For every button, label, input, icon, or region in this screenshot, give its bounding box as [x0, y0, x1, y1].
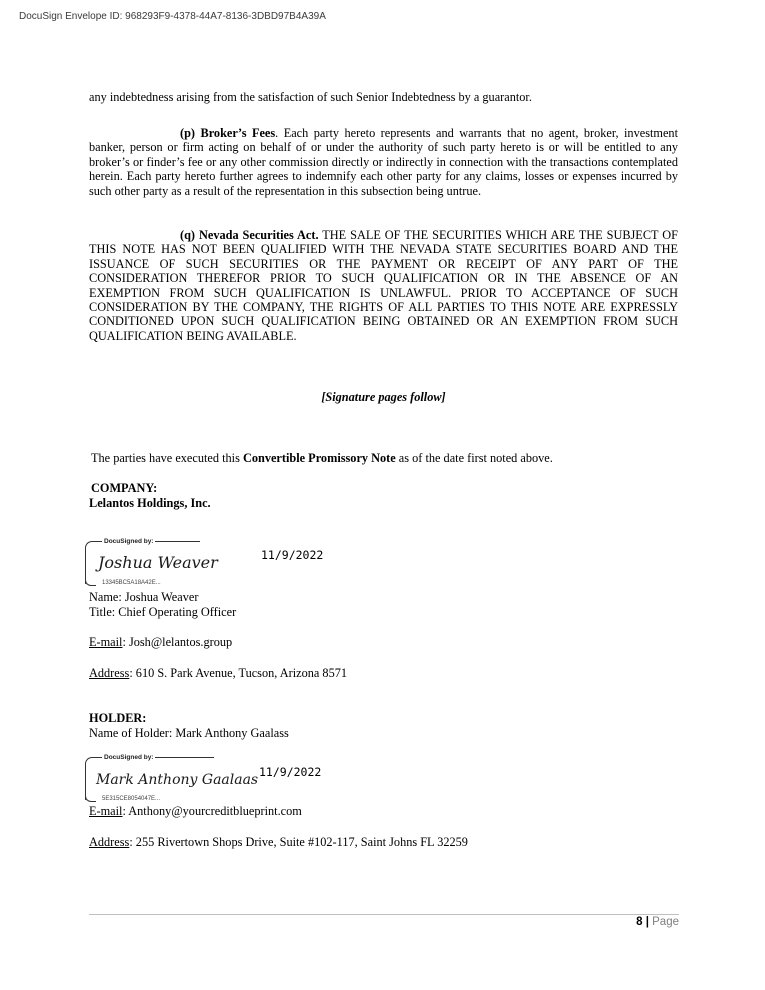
holder-address-value: : 255 Rivertown Shops Drive, Suite #102-117, Saint Johns FL 32259	[129, 835, 468, 849]
company-email-value: : Josh@lelantos.group	[122, 635, 233, 649]
holder-name: Name of Holder: Mark Anthony Gaalass	[89, 726, 289, 740]
section-p-heading: (p) Broker’s Fees	[180, 126, 276, 140]
holder-email	[89, 804, 302, 818]
company-signature-text: Joshua Weaver	[98, 553, 218, 572]
holder-email-value: : Anthony@yourcreditblueprint.com	[122, 804, 302, 818]
holder-sign-date: 11/9/2022	[259, 765, 322, 779]
page-number	[636, 916, 679, 928]
docusign-envelope-id: DocuSign Envelope ID: 968293F9-4378-44A7-8136-3DBD97B4A39A	[19, 11, 326, 22]
page-separator: |	[642, 916, 653, 928]
company-docusign-box	[85, 538, 218, 586]
holder-signature	[96, 762, 259, 792]
section-p-brokers-fees	[89, 126, 678, 198]
executed-statement	[91, 451, 553, 465]
section-q-text: THE SALE OF THE SECURITIES WHICH ARE THE SUBJECT OF THIS NOTE HAS NOT BEEN QUALIFIED WITH THE NEVADA STATE SECURITIES BOARD AND THE ISSUANCE OF SUCH SECURITIES OR THE PAYMENT OR RECEIPT OF ANY PART OF THE CONSIDERATION THEREFOR PRIOR TO SUCH QUALIFICATION OR IN THE ABSENCE OF AN EXEMPTION FROM SUCH QUALIFICATION IS UNLAWFUL. PRIOR TO ACCEPTANCE OF SUCH CONSIDERATION BY THE COMPANY, THE RIGHTS OF ALL PARTIES TO THIS NOTE ARE EXPRESSLY CONDITIONED UPON SUCH QUALIFICATION BEING OBTAINED OR AN EXEMPTION FROM SUCH QUALIFICATION BEING AVAILABLE.	[89, 228, 678, 343]
footer-divider	[89, 914, 679, 915]
company-signer-title: Title: Chief Operating Officer	[89, 605, 237, 619]
company-address-label: Address	[89, 666, 130, 680]
company-signature-hash: 13345BC5A18A42E...	[100, 576, 163, 590]
holder-email-label: E-mail	[89, 804, 123, 818]
page-word: Page	[652, 916, 679, 928]
holder-docusigned-label: DocuSigned by:	[102, 751, 155, 765]
company-email	[89, 635, 232, 649]
holder-docusign-box	[85, 754, 259, 802]
company-signer-name: Name: Joshua Weaver	[89, 590, 199, 604]
company-name: Lelantos Holdings, Inc.	[89, 496, 211, 510]
holder-label: HOLDER:	[89, 711, 147, 725]
company-label: COMPANY:	[91, 481, 158, 495]
section-p-text: . Each party hereto represents and warrants that no agent, broker, investment banker, person or firm acting on behalf of or under the authority of such party hereto is or will be entitled to any broker’s or finder’s fee or any other commission directly or indirectly in connection with the transactions contemplated herein. Each party hereto further agrees to indemnify each other party for any claims, losses or expenses incurred by such other party as a result of the representation in this subsection being untrue.	[89, 126, 678, 198]
company-address	[89, 666, 347, 680]
company-sign-date: 11/9/2022	[261, 548, 324, 562]
holder-signature-text: Mark Anthony Gaalaas	[96, 772, 259, 788]
intro-line: any indebtedness arising from the satisfaction of such Senior Indebtedness by a guarantor.	[89, 90, 532, 104]
signature-pages-note: [Signature pages follow]	[321, 390, 446, 404]
holder-address	[89, 835, 468, 849]
executed-doc-name: Convertible Promissory Note	[242, 451, 396, 465]
holder-signature-hash: 5E315CE8054047E...	[100, 792, 162, 806]
section-q-nevada-securities	[89, 228, 678, 343]
executed-prefix: The parties have executed this	[91, 451, 243, 465]
holder-address-label: Address	[89, 835, 130, 849]
executed-suffix: as of the date first noted above.	[395, 451, 553, 465]
section-q-heading: (q) Nevada Securities Act.	[180, 228, 319, 242]
company-docusigned-label: DocuSigned by:	[102, 535, 155, 549]
company-signature	[96, 546, 218, 576]
page-number-value: 8	[636, 916, 643, 928]
company-address-value: : 610 S. Park Avenue, Tucson, Arizona 8571	[129, 666, 348, 680]
company-email-label: E-mail	[89, 635, 123, 649]
